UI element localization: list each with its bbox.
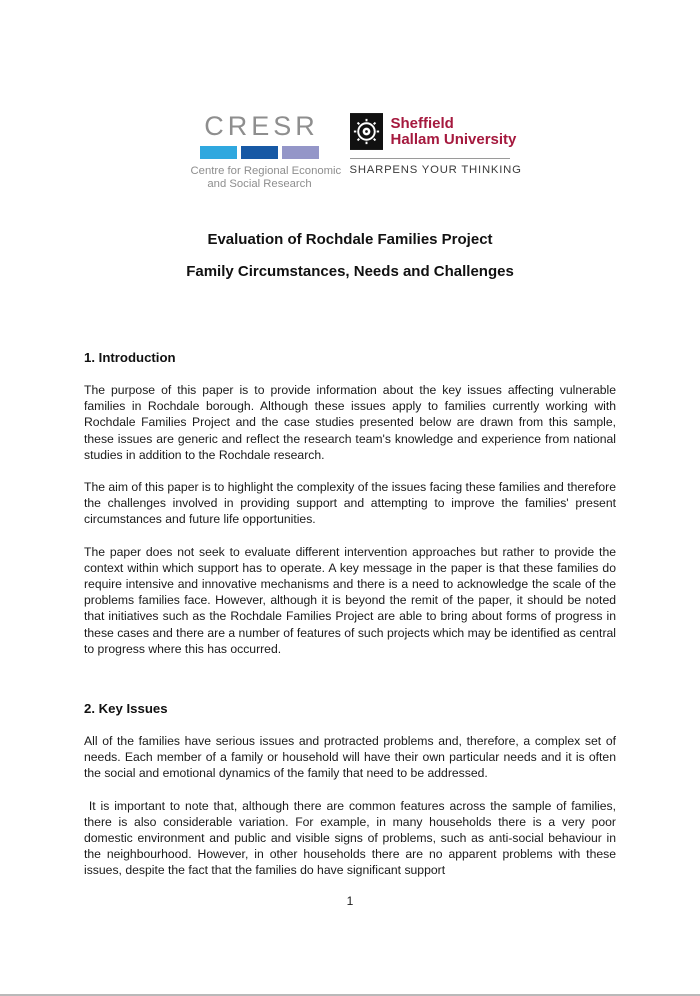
shu-name-line1: Sheffield — [390, 115, 454, 132]
page-number: 1 — [346, 894, 354, 908]
document-title: Evaluation of Rochdale Families Project — [207, 231, 493, 248]
shu-tagline: SHARPENS YOUR THINKING — [349, 164, 522, 176]
shu-name-line2: Hallam University — [390, 131, 517, 149]
paragraph-intro-2: The aim of this paper is to highlight the complexity of the issues facing these families and therefore the challenges involved in providing support and attempting to improve the families' present circumstances and future life opportunities. — [84, 480, 616, 527]
shu-divider-line — [350, 158, 510, 159]
cresr-wordmark: CRESR — [204, 111, 319, 141]
cresr-bar-lavender — [282, 146, 319, 159]
header-logos — [0, 113, 700, 191]
paragraph-keyissues-2: It is important to note that, although there are common features across the sample of families, there is also considerable variation. For example, in many households there is a very poor domestic environment and public and visible signs of problems, such as anti-social behaviour in the neighbourhood. However, in other households there are no apparent problems with these issues, despite the fact that the families do have significant support — [84, 798, 616, 878]
paragraph-intro-1: The purpose of this paper is to provide information about the key issues affecting vulnerable families in Rochdale borough. Although these issues apply to families currently working with Rochdale Families Project and the case studies presented below are drawn from this sample, these issues are generic and reflect the research team's knowledge and experience from national studies in addition to the Rochdale research. — [84, 383, 616, 462]
cresr-caption — [190, 165, 342, 191]
shu-name — [391, 113, 517, 148]
shu-rose-icon — [350, 113, 383, 150]
shu-logo-top — [350, 113, 517, 150]
paragraph-intro-3: The paper does not seek to evaluate different intervention approaches but rather to provide the context within which support has to operate. A key message in the paper is that these families do require intensive and innovative mechanisms and there is a need to acknowledge the scale of the problems families face. However, although it is beyond the remit of the paper, it should be noted that initiatives such as the Rochdale Families Project are able to bring about forms of progress in these cases and there are a number of features of such projects which may be identified as central to progress where this has occurred. — [84, 544, 616, 656]
cresr-bar-lightblue — [200, 146, 237, 159]
cresr-logo — [190, 111, 342, 191]
cresr-caption-line2: and Social Research — [207, 177, 312, 190]
section-heading-introduction: 1. Introduction — [84, 350, 176, 365]
cresr-bar-darkblue — [241, 146, 278, 159]
document-subtitle: Family Circumstances, Needs and Challenges — [186, 263, 514, 280]
section-heading-key-issues: 2. Key Issues — [84, 701, 168, 717]
document-body — [84, 350, 616, 879]
cresr-color-bars — [191, 146, 329, 159]
shu-logo — [349, 113, 522, 176]
cresr-caption-line1: Centre for Regional Economic — [190, 165, 342, 177]
paragraph-keyissues-1: All of the families have serious issues and protracted problems and, therefore, a complex set of needs. Each member of a family or household will have their own particular needs and it is often the social and emotional dynamics of the family that need to be addressed. — [84, 734, 616, 781]
